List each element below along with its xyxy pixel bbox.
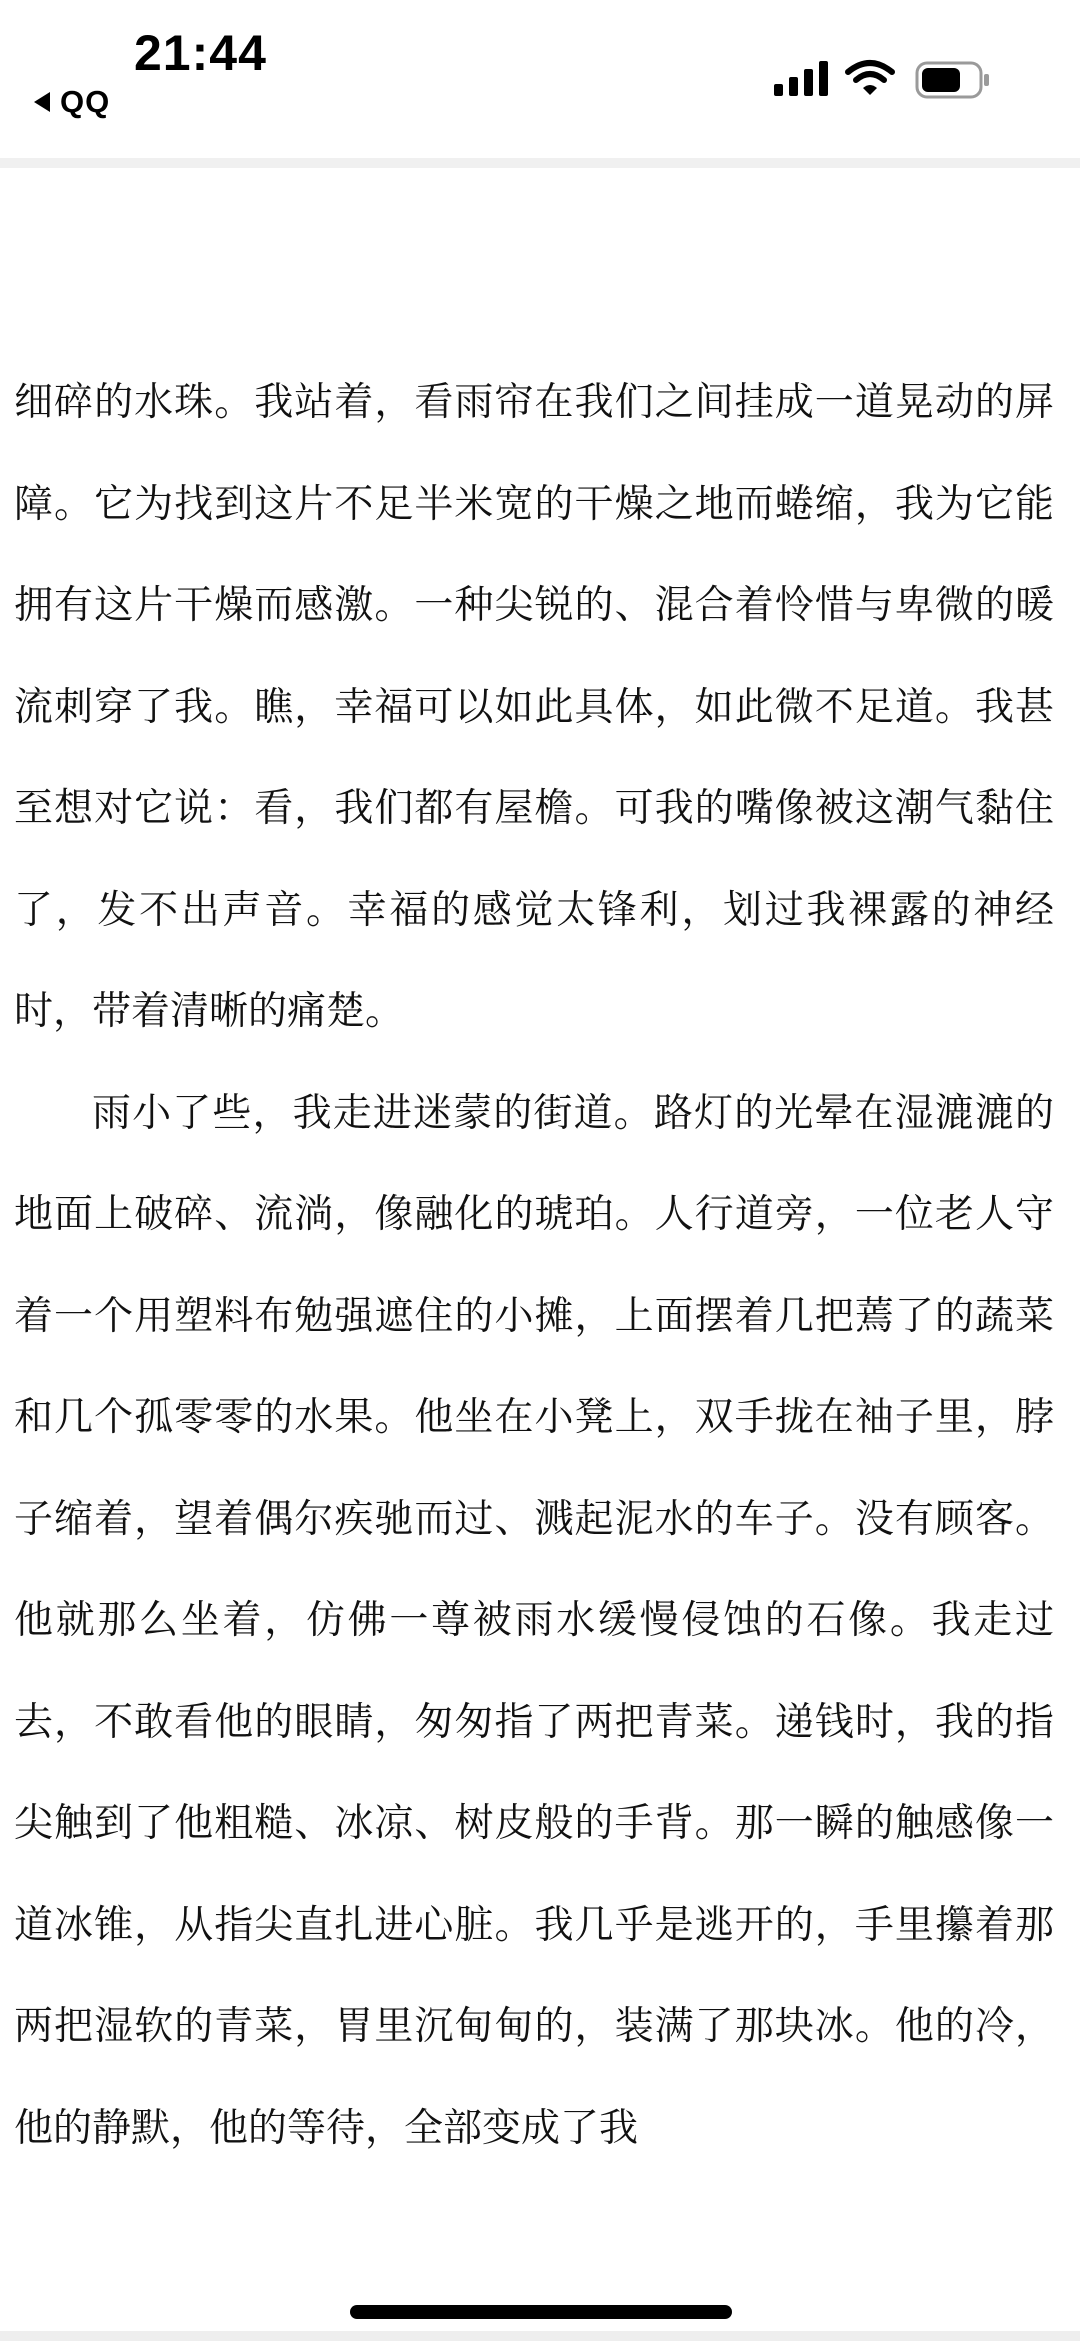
- bottom-strip: [0, 2331, 1080, 2341]
- back-app-label: QQ: [60, 84, 111, 119]
- header-divider: [0, 158, 1080, 168]
- back-to-app-button[interactable]: [34, 84, 110, 120]
- reading-content: [14, 352, 1054, 2179]
- back-arrow-icon: [34, 92, 50, 112]
- paragraph-2: 雨小了些，我走进迷蒙的街道。路灯的光晕在湿漉漉的地面上破碎、流淌，像融化的琥珀。人行道旁，一位老人守着一个用塑料布勉强遮住的小摊，上面摆着几把蔫了的蔬菜和几个孤零零的水果。他坐在小凳上，双手拢在袖子里，脖子缩着，望着偶尔疾驰而过、溅起泥水的车子。没有顾客。他就那么坐着，仿佛一尊被雨水缓慢侵蚀的石像。我走过去，不敢看他的眼睛，匆匆指了两把青菜。递钱时，我的指尖触到了他粗糙、冰凉、树皮般的手背。那一瞬的触感像一道冰锥，从指尖直扎进心脏。我几乎是逃开的，手里攥着那两把湿软的青菜，胃里沉甸甸的，装满了那块冰。他的冷，他的静默，他的等待，全部变成了我: [14, 1090, 1054, 2151]
- cellular-signal-icon: [774, 58, 830, 98]
- paragraph-1: 细碎的水珠。我站着，看雨帘在我们之间挂成一道晃动的屏障。它为找到这片不足半米宽的干燥之地而蜷缩，我为它能拥有这片干燥而感激。一种尖锐的、混合着怜惜与卑微的暖流刺穿了我。瞧，幸福可以如此具体，如此微不足道。我甚至想对它说：看，我们都有屋檐。可我的嘴像被这潮气黏住了，发不出声音。幸福的感觉太锋利，划过我裸露的神经时，带着清晰的痛楚。: [14, 380, 1054, 1034]
- home-indicator[interactable]: [350, 2305, 732, 2319]
- battery-icon: [915, 60, 991, 100]
- status-time: 21:44: [134, 25, 267, 81]
- wifi-icon: [845, 58, 895, 98]
- status-bar: [0, 0, 1080, 160]
